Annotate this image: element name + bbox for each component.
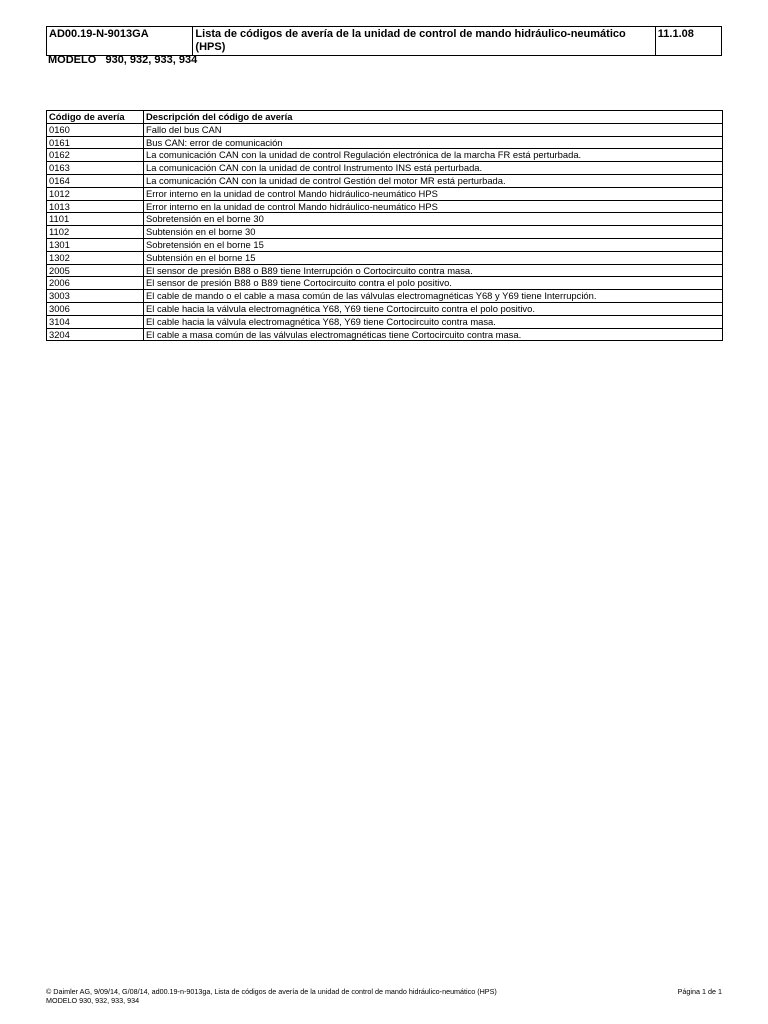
fault-description-cell: La comunicación CAN con la unidad de control Regulación electrónica de la marcha FR está perturbada. [144, 149, 723, 162]
fault-description-cell: El sensor de presión B88 o B89 tiene Interrupción o Cortocircuito contra masa. [144, 264, 723, 277]
table-row [47, 315, 723, 328]
fault-code-cell: 2006 [47, 277, 144, 290]
fault-code-cell: 1301 [47, 238, 144, 251]
document-date: 11.1.08 [655, 27, 721, 56]
fault-codes-table [46, 110, 723, 341]
table-header-row [47, 111, 723, 124]
table-row [47, 277, 723, 290]
table-row [47, 226, 723, 239]
table-row [47, 290, 723, 303]
footer-line [46, 987, 722, 996]
fault-code-cell: 1101 [47, 213, 144, 226]
document-header [46, 26, 722, 56]
fault-description-cell: El cable a masa común de las válvulas electromagnéticas tiene Cortocircuito contra masa. [144, 328, 723, 341]
table-row [47, 123, 723, 136]
fault-codes-body [47, 123, 723, 341]
fault-description-cell: Error interno en la unidad de control Mando hidráulico-neumático HPS [144, 200, 723, 213]
table-row [47, 213, 723, 226]
table-row [47, 200, 723, 213]
column-header-description: Descripción del código de avería [144, 111, 723, 124]
table-row [47, 302, 723, 315]
fault-code-cell: 2005 [47, 264, 144, 277]
fault-description-cell: Fallo del bus CAN [144, 123, 723, 136]
footer-page-number: Página 1 de 1 [677, 987, 722, 996]
footer-model: MODELO 930, 932, 933, 934 [46, 996, 140, 1005]
fault-code-cell: 3204 [47, 328, 144, 341]
fault-description-cell: Bus CAN: error de comunicación [144, 136, 723, 149]
fault-description-cell: Subtensión en el borne 15 [144, 251, 723, 264]
fault-code-cell: 0160 [47, 123, 144, 136]
fault-description-cell: La comunicación CAN con la unidad de control Instrumento INS está perturbada. [144, 162, 723, 175]
fault-code-cell: 0162 [47, 149, 144, 162]
document-title: Lista de códigos de avería de la unidad de control de mando hidráulico-neumático (HPS) [193, 27, 655, 56]
footer-copyright: © Daimler AG, 9/09/14, G/08/14, ad00.19-n-9013ga, Lista de códigos de avería de la unidad de control de mando hidráulico-neumático (HPS) [46, 987, 497, 996]
table-row [47, 251, 723, 264]
fault-code-cell: 1013 [47, 200, 144, 213]
fault-code-cell: 1012 [47, 187, 144, 200]
fault-description-cell: Sobretensión en el borne 30 [144, 213, 723, 226]
table-row [47, 238, 723, 251]
model-label: MODELO [48, 54, 97, 66]
fault-description-cell: Error interno en la unidad de control Mando hidráulico-neumático HPS [144, 187, 723, 200]
fault-description-cell: Sobretensión en el borne 15 [144, 238, 723, 251]
fault-description-cell: El cable hacia la válvula electromagnética Y68, Y69 tiene Cortocircuito contra masa. [144, 315, 723, 328]
fault-code-cell: 0163 [47, 162, 144, 175]
table-row [47, 328, 723, 341]
model-line [48, 54, 197, 67]
table-row [47, 174, 723, 187]
table-row [47, 187, 723, 200]
fault-code-cell: 0161 [47, 136, 144, 149]
fault-code-cell: 3104 [47, 315, 144, 328]
fault-code-cell: 1102 [47, 226, 144, 239]
table-row [47, 162, 723, 175]
model-values: 930, 932, 933, 934 [105, 54, 198, 66]
fault-code-cell: 3006 [47, 302, 144, 315]
page-footer [46, 987, 722, 1005]
fault-description-cell: La comunicación CAN con la unidad de control Gestión del motor MR está perturbada. [144, 174, 723, 187]
fault-code-cell: 3003 [47, 290, 144, 303]
fault-description-cell: El cable de mando o el cable a masa común de las válvulas electromagnéticas Y68 y Y69 tiene Interrupción. [144, 290, 723, 303]
table-row [47, 149, 723, 162]
column-header-code: Código de avería [47, 111, 144, 124]
table-row [47, 264, 723, 277]
fault-description-cell: El sensor de presión B88 o B89 tiene Cortocircuito contra el polo positivo. [144, 277, 723, 290]
fault-description-cell: El cable hacia la válvula electromagnética Y68, Y69 tiene Cortocircuito contra el polo positivo. [144, 302, 723, 315]
table-row [47, 136, 723, 149]
fault-description-cell: Subtensión en el borne 30 [144, 226, 723, 239]
fault-code-cell: 1302 [47, 251, 144, 264]
document-id: AD00.19-N-9013GA [47, 27, 193, 56]
fault-code-cell: 0164 [47, 174, 144, 187]
